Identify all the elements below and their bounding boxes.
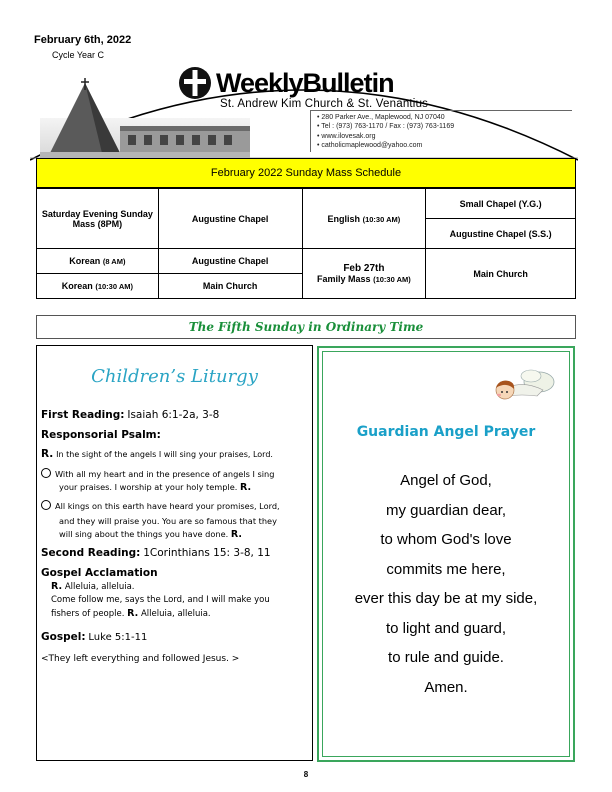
psalm-verse-1 — [41, 468, 308, 494]
prayer-line: Amen. — [424, 678, 468, 696]
second-reading — [41, 547, 308, 561]
circle-bullet-icon — [41, 500, 51, 510]
acclamation-line-2: Come follow me, says the Lord, and I will make you — [51, 595, 270, 605]
childrens-liturgy-title: Children’s Liturgy — [91, 366, 258, 387]
family-mass-label: Family Mass — [317, 274, 371, 284]
contact-website[interactable]: • www.ilovesak.org — [317, 132, 566, 141]
prayer-text — [319, 466, 573, 702]
prayer-line: my guardian dear, — [385, 501, 507, 519]
verse-1-r: R. — [239, 482, 252, 493]
acclamation-line-3 — [51, 607, 308, 621]
second-reading-label: Second Reading: — [41, 547, 141, 559]
small-chapel-cell: Small Chapel (Y.G.) — [426, 189, 576, 219]
verse-2-line-3-wrap — [41, 528, 308, 541]
prayer-line: Angel of God, — [400, 472, 492, 489]
schedule-table — [36, 188, 576, 299]
verse-2-r: R. — [230, 529, 242, 540]
circle-bullet-icon — [41, 468, 51, 478]
verse-1-line-2-wrap — [41, 481, 308, 494]
contact-email[interactable]: • catholicmaplewood@yahoo.com — [317, 141, 566, 150]
korean-1030-cell — [37, 274, 159, 299]
first-reading-text: Isaiah 6:1-2a, 3-8 — [127, 409, 220, 421]
guardian-angel-title: Guardian Angel Prayer — [356, 424, 536, 440]
contact-info — [310, 110, 572, 152]
psalm-verse-2 — [41, 500, 308, 541]
verse-1-line-2: your praises. I worship at your holy temple. — [59, 482, 238, 492]
prayer-line: commits me here, — [386, 560, 506, 578]
gospel-label: Gospel: — [41, 631, 86, 643]
psalm-r-text: In the sight of the angels I will sing your praises, Lord. — [56, 450, 273, 459]
gospel-text: Luke 5:1-11 — [88, 632, 148, 643]
cycle-year: Cycle Year C — [52, 50, 105, 60]
acclamation-line-1 — [51, 580, 308, 594]
accl-r-1: R. — [51, 581, 63, 592]
first-reading-label: First Reading: — [41, 409, 125, 421]
acclamation-body — [41, 580, 308, 621]
verse-2-line-2: and they will praise you. You are so famous that they — [59, 516, 277, 526]
psalm-label: Responsorial Psalm: — [41, 429, 161, 441]
family-mass-cell — [302, 249, 426, 299]
fishers-text: fishers of people. — [51, 609, 125, 619]
contact-address: • 280 Parker Ave., Maplewood, NJ 07040 — [317, 113, 566, 122]
first-reading — [41, 409, 308, 423]
accl-r-2: R. — [127, 608, 139, 619]
verse-2-line-3: will sing about the things you have done. — [59, 529, 229, 539]
church-name: St. Andrew Kim Church & St. Venantius — [220, 98, 429, 110]
english-time: (10:30 AM) — [362, 214, 401, 224]
gospel-acclamation-label: Gospel Acclamation — [41, 567, 158, 579]
main-church-cell: Main Church — [158, 274, 302, 299]
alleluia-1: Alleluia, alleluia. — [64, 582, 135, 592]
gospel — [41, 631, 308, 645]
guardian-angel-box — [317, 346, 575, 762]
contact-phone: • Tel : (973) 763-1170 / Fax : (973) 763-1169 — [317, 122, 566, 131]
mass-schedule — [36, 158, 576, 299]
childrens-liturgy-box — [36, 345, 313, 761]
korean-label-2: Korean — [61, 281, 93, 291]
verse-1-line-1: With all my heart and in the presence of angels I sing — [55, 469, 275, 479]
saturday-evening-cell — [37, 189, 159, 249]
prayer-line: to whom God's love — [380, 531, 512, 548]
feb-27-label: Feb 27th — [343, 263, 385, 274]
gospel-note: <They left everything and followed Jesus. > — [41, 654, 240, 664]
augustine-chapel-ss-cell: Augustine Chapel (S.S.) — [426, 219, 576, 249]
prayer-line: ever this day be at my side, — [354, 590, 538, 607]
alleluia-2: Alleluia, alleluia. — [140, 609, 211, 619]
english-label: English — [327, 213, 361, 224]
english-mass-cell — [302, 189, 426, 249]
prayer-line: to light and guard, — [385, 619, 507, 637]
page-number: 8 — [303, 770, 309, 779]
main-church-cell-right: Main Church — [426, 249, 576, 299]
psalm-r-label: R. — [41, 448, 54, 460]
korean-label-1: Korean — [69, 256, 101, 266]
korean-8am-cell — [37, 249, 159, 274]
saturday-evening-label: Saturday Evening Sunday Mass (8PM) — [41, 208, 153, 229]
korean-time-1: (8 AM) — [102, 257, 126, 266]
prayer-line: to rule and guide. — [388, 649, 504, 666]
bulletin-date: February 6th, 2022 — [34, 34, 132, 46]
verse-2-line-1: All kings on this earth have heard your promises, Lord, — [55, 501, 280, 511]
second-reading-text: 1Corinthians 15: 3-8, 11 — [143, 547, 271, 559]
angel-icon — [487, 366, 557, 406]
logo-text: WeeklyBulletin — [216, 67, 394, 98]
family-mass-time: (10:30 AM) — [373, 275, 411, 284]
sunday-title: The Fifth Sunday in Ordinary Time — [36, 315, 576, 339]
psalm-response — [41, 448, 308, 462]
schedule-title: February 2022 Sunday Mass Schedule — [36, 158, 576, 188]
cross-globe-icon — [178, 66, 212, 100]
augustine-chapel-cell-1: Augustine Chapel — [158, 189, 302, 249]
bulletin-logo — [178, 66, 394, 100]
korean-time-2: (10:30 AM) — [95, 282, 133, 291]
augustine-chapel-cell-2: Augustine Chapel — [158, 249, 302, 274]
